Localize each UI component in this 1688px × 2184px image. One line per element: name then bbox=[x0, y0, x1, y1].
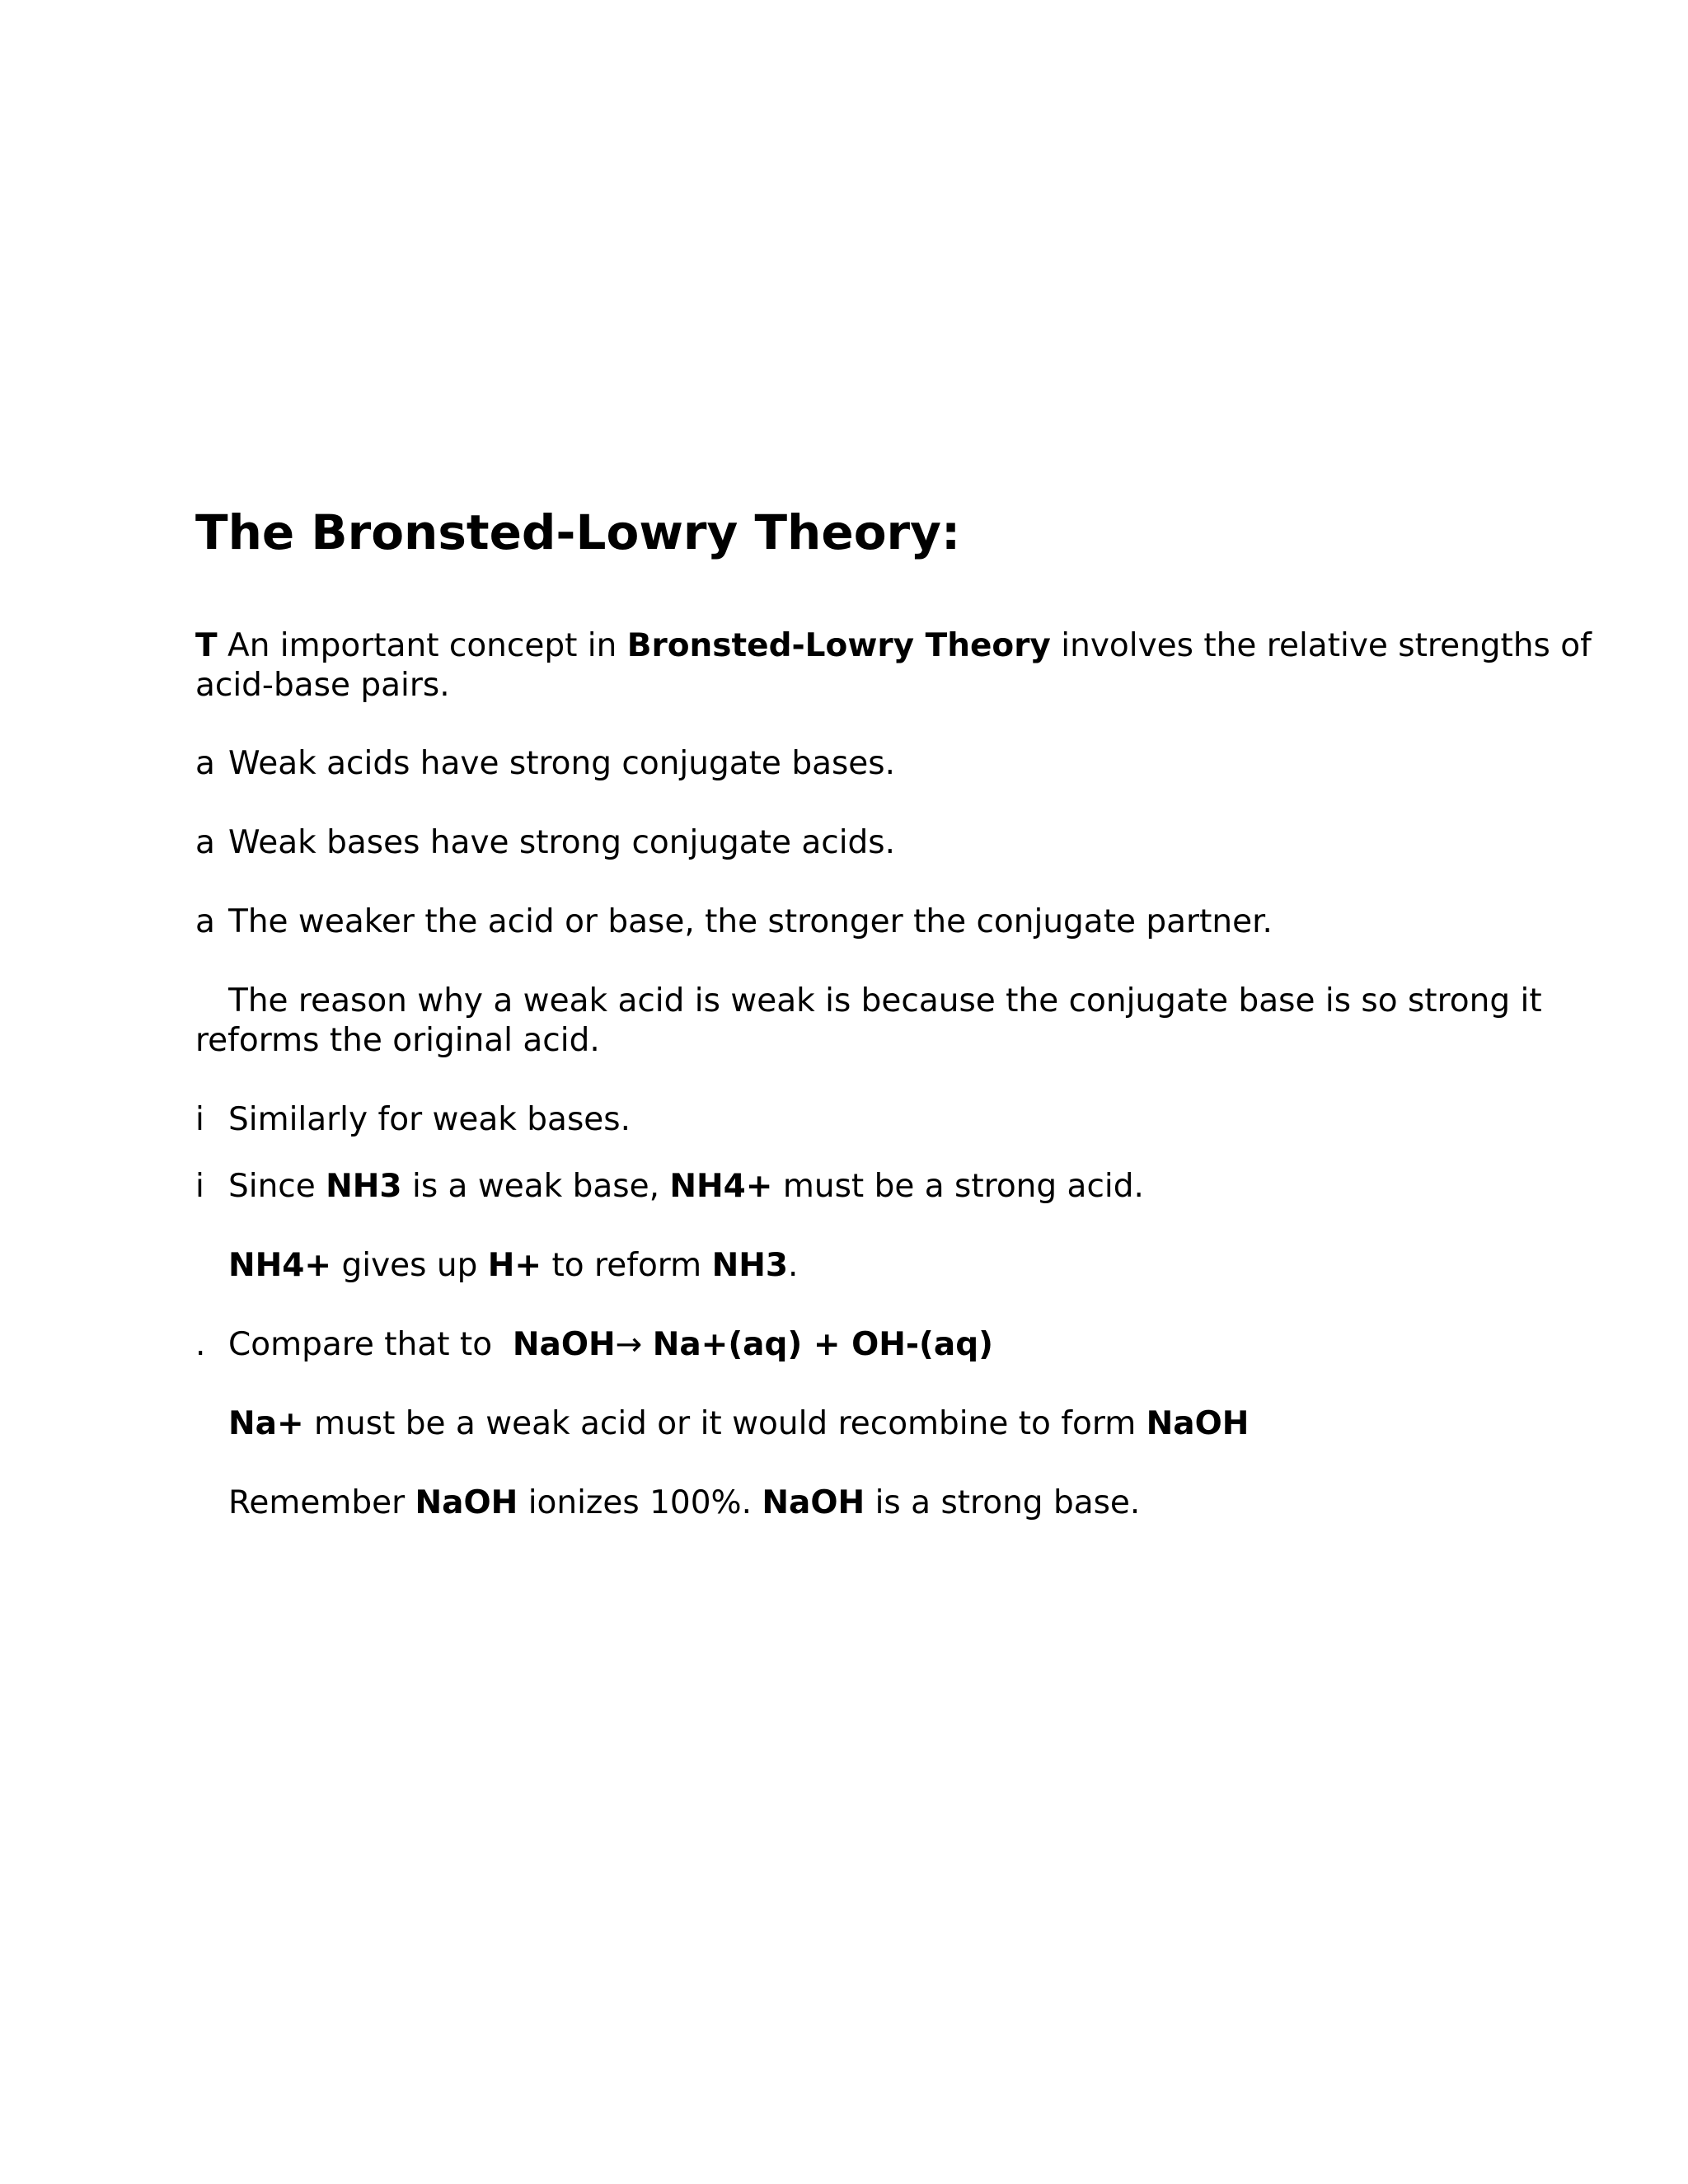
intro-continuation-line bbox=[195, 666, 450, 705]
formula-naoh: NaOH bbox=[1146, 1405, 1250, 1442]
remember-text: Remember bbox=[228, 1484, 406, 1521]
arrow-icon: → bbox=[615, 1326, 643, 1363]
page-title: The Bronsted-Lowry Theory: bbox=[195, 504, 961, 560]
remember-text: is a strong base. bbox=[874, 1484, 1141, 1521]
bullet-marker: i bbox=[195, 1101, 204, 1138]
formula-nh3: NH3 bbox=[711, 1247, 788, 1284]
reason-line-1 bbox=[195, 982, 1542, 1021]
formula-products: Na+(aq) + OH-(aq) bbox=[652, 1326, 993, 1363]
gives-period: . bbox=[787, 1247, 799, 1284]
list-item-text: The weaker the acid or base, the stronger the conjugate partner. bbox=[228, 903, 1273, 940]
intro-line bbox=[195, 626, 1592, 666]
bullet-marker: . bbox=[195, 1326, 206, 1363]
gives-text: gives up bbox=[341, 1247, 478, 1284]
reason-text-1: The reason why a weak acid is weak is because the conjugate base is so strong it bbox=[228, 982, 1542, 1019]
list-item bbox=[195, 1167, 1144, 1207]
remember-text: ionizes 100%. bbox=[528, 1484, 753, 1521]
formula-nh3: NH3 bbox=[326, 1168, 402, 1205]
intro-text-after: involves the relative strengths of bbox=[1061, 627, 1592, 664]
compare-text: Compare that to bbox=[228, 1326, 493, 1363]
list-item bbox=[195, 902, 1273, 942]
since-text: must be a strong acid. bbox=[782, 1168, 1144, 1205]
list-item bbox=[195, 823, 895, 863]
formula-naoh: NaOH bbox=[512, 1326, 616, 1363]
list-item-text: Weak bases have strong conjugate acids. bbox=[228, 824, 896, 861]
reason-text-2: reforms the original acid. bbox=[195, 1022, 600, 1059]
since-text: Since bbox=[228, 1168, 316, 1205]
formula-naoh: NaOH bbox=[415, 1484, 518, 1521]
formula-naoh: NaOH bbox=[762, 1484, 865, 1521]
gives-text: to reform bbox=[551, 1247, 702, 1284]
since-text: is a weak base, bbox=[411, 1168, 659, 1205]
list-item bbox=[195, 1325, 993, 1365]
bullet-marker: a bbox=[195, 903, 215, 940]
bullet-marker: a bbox=[195, 824, 215, 861]
list-item-text: Weak acids have strong conjugate bases. bbox=[228, 745, 896, 782]
formula-na: Na+ bbox=[228, 1405, 304, 1442]
gives-line bbox=[195, 1246, 798, 1286]
formula-nh4: NH4+ bbox=[228, 1247, 332, 1284]
intro-bold-term: Bronsted-Lowry Theory bbox=[626, 627, 1051, 664]
reason-line-2 bbox=[195, 1021, 600, 1061]
remember-line bbox=[195, 1483, 1140, 1523]
formula-nh4: NH4+ bbox=[669, 1168, 773, 1205]
intro-marker: T bbox=[195, 627, 218, 664]
list-item bbox=[195, 1100, 631, 1140]
intro-continuation: acid-base pairs. bbox=[195, 667, 450, 704]
bullet-marker: a bbox=[195, 745, 215, 782]
list-item bbox=[195, 744, 895, 784]
recombine-line bbox=[195, 1404, 1249, 1444]
bullet-marker: i bbox=[195, 1168, 204, 1205]
recombine-text: must be a weak acid or it would recombine to form bbox=[314, 1405, 1137, 1442]
intro-text-before: An important concept in bbox=[227, 627, 617, 664]
formula-h: H+ bbox=[487, 1247, 542, 1284]
similarly-text: Similarly for weak bases. bbox=[228, 1101, 631, 1138]
